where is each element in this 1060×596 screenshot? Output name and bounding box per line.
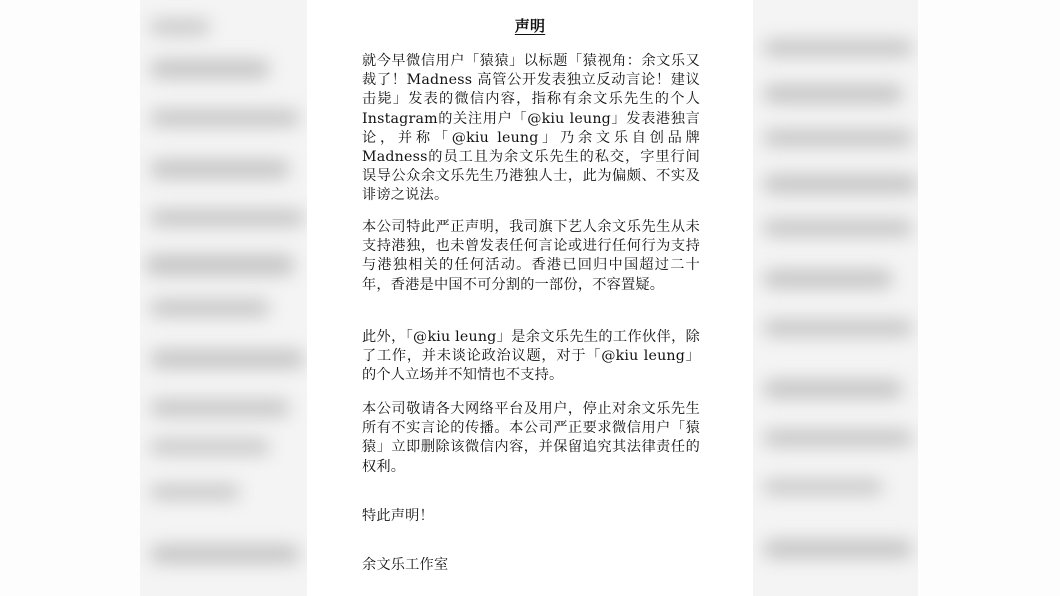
- left-margin: [0, 0, 140, 596]
- closing-line: 特此声明！: [362, 508, 434, 524]
- right-margin: [918, 0, 1060, 596]
- signature: 余文乐工作室: [362, 557, 449, 573]
- paragraph-2: 本公司特此严正声明，我司旗下艺人余文乐先生从未支持港独，也未曾发表任何言论或进行任何行为支持与港独相关的任何活动。香港已回归中国超过二十年，香港是中国不可分割的一部份，不容置疑。: [362, 219, 700, 293]
- statement-page: [307, 0, 753, 596]
- paragraph-4: 本公司敬请各大网络平台及用户，停止对余文乐先生所有不实言论的传播。本公司严正要求微信用户「猿猿」立即删除该微信内容，并保留追究其法律责任的权利。: [362, 401, 700, 475]
- paragraph-3: 此外，「@kiu leung」是余文乐先生的工作伙伴，除了工作，并未谈论政治议题，对于「@kiu leung」的个人立场并不知情也不支持。: [362, 329, 700, 384]
- paragraph-1: 就今早微信用户「猿猿」以标题「猿视角：余文乐又裁了！Madness 高管公开发表独立反动言论！建议击毙」发表的微信内容，指称有余文乐先生的个人Instagram的关注用户「@kiu leung」发表港独言论，并称「@kiu leung」乃余文乐自创品牌Madness的员工且为余文乐先生的私交，字里行间误导公众余文乐先生乃港独人士，此为偏颇、不实及诽谤之说法。: [362, 53, 700, 204]
- statement-title: 声明: [514, 17, 546, 35]
